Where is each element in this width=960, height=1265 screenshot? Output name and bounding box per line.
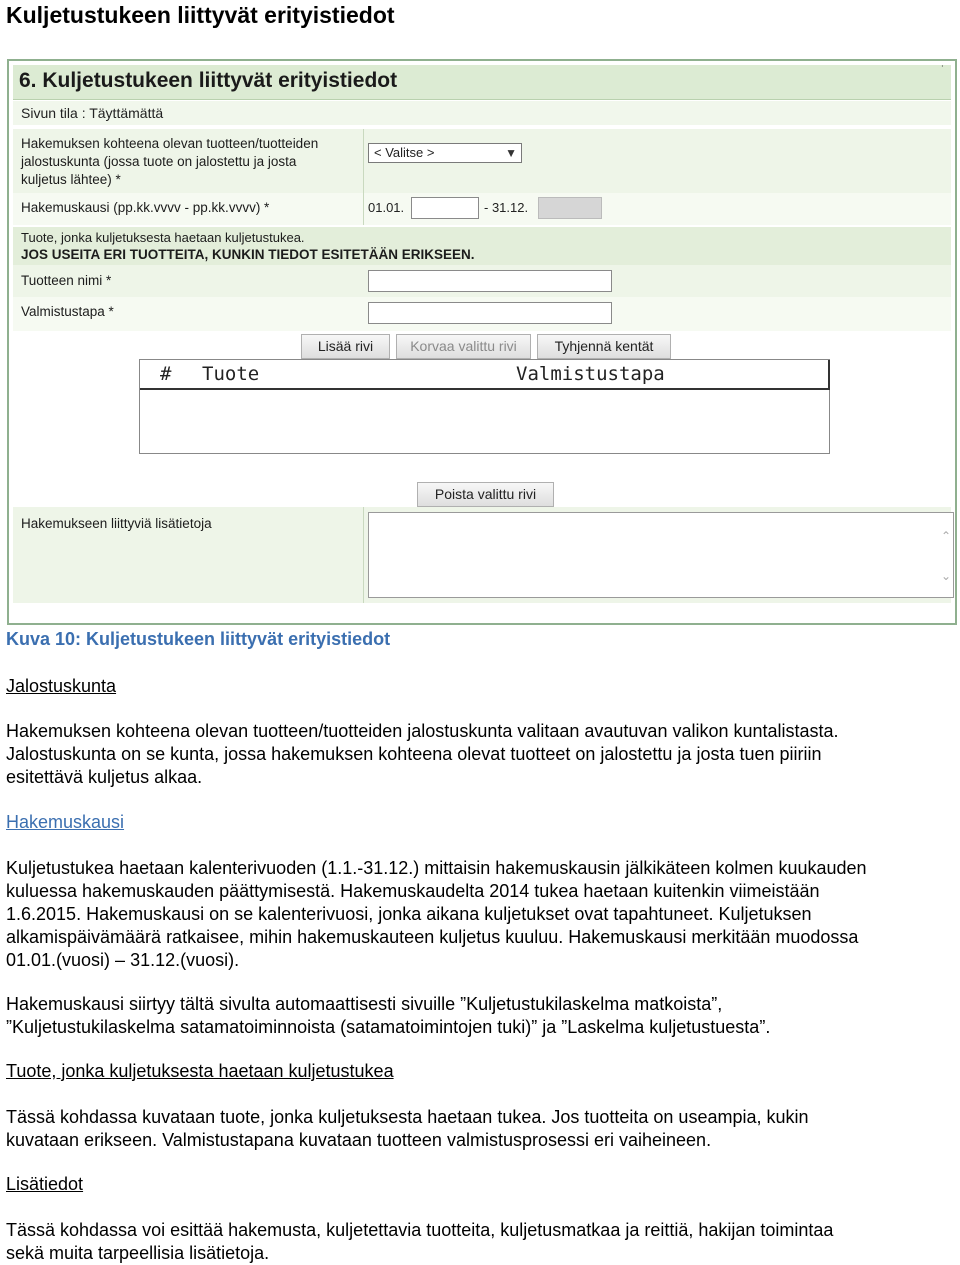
- product-grid[interactable]: [139, 359, 830, 454]
- add-row-button[interactable]: Lisää rivi: [301, 334, 390, 359]
- section-heading-period: Hakemuskausi: [6, 812, 125, 832]
- extra-info-label: Hakemukseen liittyviä lisätietoja: [21, 516, 212, 531]
- column-divider: [363, 193, 364, 225]
- period-label: Hakemuskausi (pp.kk.vvvv - pp.kk.vvvv) *: [21, 200, 270, 215]
- period-row: [13, 193, 951, 225]
- paragraph-line: 01.01.(vuosi) – 31.12.(vuosi).: [6, 950, 240, 970]
- municipality-select[interactable]: [368, 143, 522, 163]
- product-grid-header: [140, 360, 830, 390]
- product-name-label: Tuotteen nimi *: [21, 273, 112, 288]
- clear-fields-button[interactable]: Tyhjennä kentät: [537, 334, 671, 359]
- replace-row-button[interactable]: Korvaa valittu rivi: [396, 334, 531, 359]
- form-panel: [13, 65, 951, 619]
- figure-caption: Kuva 10: Kuljetustukeen liittyvät erityistiedot: [6, 629, 391, 649]
- processing-label-line-2: jalostuskunta (jossa tuote on jalostettu ja josta: [21, 154, 297, 169]
- paragraph-line: Jalostuskunta on se kunta, jossa hakemuksen kohteena olevat tuotteet on jalostettu ja josta tuen piiriin: [6, 744, 822, 764]
- period-end-prefix: - 31.12.: [484, 200, 529, 215]
- scroll-up-icon[interactable]: ⌃: [940, 529, 951, 543]
- product-note-line-1: Tuote, jonka kuljetuksesta haetaan kuljetustukea.: [21, 230, 305, 245]
- product-name-input[interactable]: [368, 270, 612, 292]
- paragraph-line: ”Kuljetustukilaskelma satamatoiminnoista (satamatoimintojen tuki)” ja ”Laskelma kuljetustuesta”.: [6, 1017, 771, 1037]
- period-end-input: [538, 197, 602, 219]
- processing-label-line-3: kuljetus lähtee) *: [21, 172, 121, 187]
- paragraph-line: esitettävä kuljetus alkaa.: [6, 767, 203, 787]
- grid-col-method: Valmistustapa: [516, 363, 665, 385]
- column-divider: [363, 507, 364, 603]
- paragraph-line: kuluessa hakemuskauden päättymisestä. Hakemuskaudelta 2014 tukea haetaan kuitenkin viimeistään: [6, 881, 820, 901]
- corner-mark-icon: ˙: [941, 63, 945, 77]
- section-heading-product: Tuote, jonka kuljetuksesta haetaan kuljetustukea: [6, 1061, 394, 1081]
- period-start-input[interactable]: [411, 197, 479, 219]
- section-heading-extra-info: Lisätiedot: [6, 1174, 84, 1194]
- chevron-down-icon: ▼: [505, 146, 517, 160]
- paragraph-line: sekä muita tarpeellisia lisätietoja.: [6, 1243, 270, 1263]
- paragraph-line: Tässä kohdassa kuvataan tuote, jonka kuljetuksesta haetaan tukea. Jos tuotteita on useampia, kukin: [6, 1107, 809, 1127]
- form-title: 6. Kuljetustukeen liittyvät erityistiedot: [19, 69, 398, 92]
- grid-col-product: Tuote: [202, 363, 260, 385]
- processing-label-line-1: Hakemuksen kohteena olevan tuotteen/tuotteiden: [21, 136, 319, 151]
- paragraph-line: Hakemuskausi siirtyy tältä sivulta automaattisesti sivuille ”Kuljetustukilaskelma matkoista”,: [6, 994, 723, 1014]
- grid-col-num: #: [160, 363, 172, 385]
- section-heading-municipality: Jalostuskunta: [6, 676, 117, 696]
- method-input[interactable]: [368, 302, 612, 324]
- form-title-bar: [13, 65, 951, 100]
- paragraph-line: kuvataan erikseen. Valmistustapana kuvataan tuotteen valmistusprosessi eri vaiheineen.: [6, 1130, 712, 1150]
- paragraph-line: Kuljetustukea haetaan kalenterivuoden (1.1.-31.12.) mittaisin hakemuskausin jälkikäteen kolmen kuukauden: [6, 858, 867, 878]
- column-divider: [363, 129, 364, 193]
- form-screenshot: [7, 59, 957, 625]
- product-note-row: [13, 227, 951, 265]
- period-start-prefix: 01.01.: [368, 200, 405, 215]
- municipality-select-value: < Valitse >: [374, 145, 435, 160]
- extra-info-textarea[interactable]: [368, 512, 954, 598]
- paragraph-line: alkamispäivämäärä ratkaisee, mihin hakemuskauteen kuljetus kuuluu. Hakemuskausi merkitään muodossa: [6, 927, 859, 947]
- page-title: Kuljetustukeen liittyvät erityistiedot: [6, 2, 395, 28]
- remove-row-button[interactable]: Poista valittu rivi: [417, 482, 554, 507]
- paragraph-line: Tässä kohdassa voi esittää hakemusta, kuljetettavia tuotteita, kuljetusmatkaa ja reittiä, hakijan toimintaa: [6, 1220, 834, 1240]
- paragraph-line: Hakemuksen kohteena olevan tuotteen/tuotteiden jalostuskunta valitaan avautuvan valikon kuntalistasta.: [6, 721, 839, 741]
- paragraph-line: 1.6.2015. Hakemuskausi on se kalenterivuosi, jonka aikana kuljetukset ovat tapahtuneet. Kuljetuksen: [6, 904, 812, 924]
- page-status-row: [13, 101, 951, 125]
- scroll-down-icon[interactable]: ⌄: [940, 569, 951, 583]
- product-note-line-2: JOS USEITA ERI TUOTTEITA, KUNKIN TIEDOT ESITETÄÄN ERIKSEEN.: [21, 247, 475, 262]
- method-label: Valmistustapa *: [21, 304, 114, 319]
- page-status: Sivun tila : Täyttämättä: [21, 105, 164, 121]
